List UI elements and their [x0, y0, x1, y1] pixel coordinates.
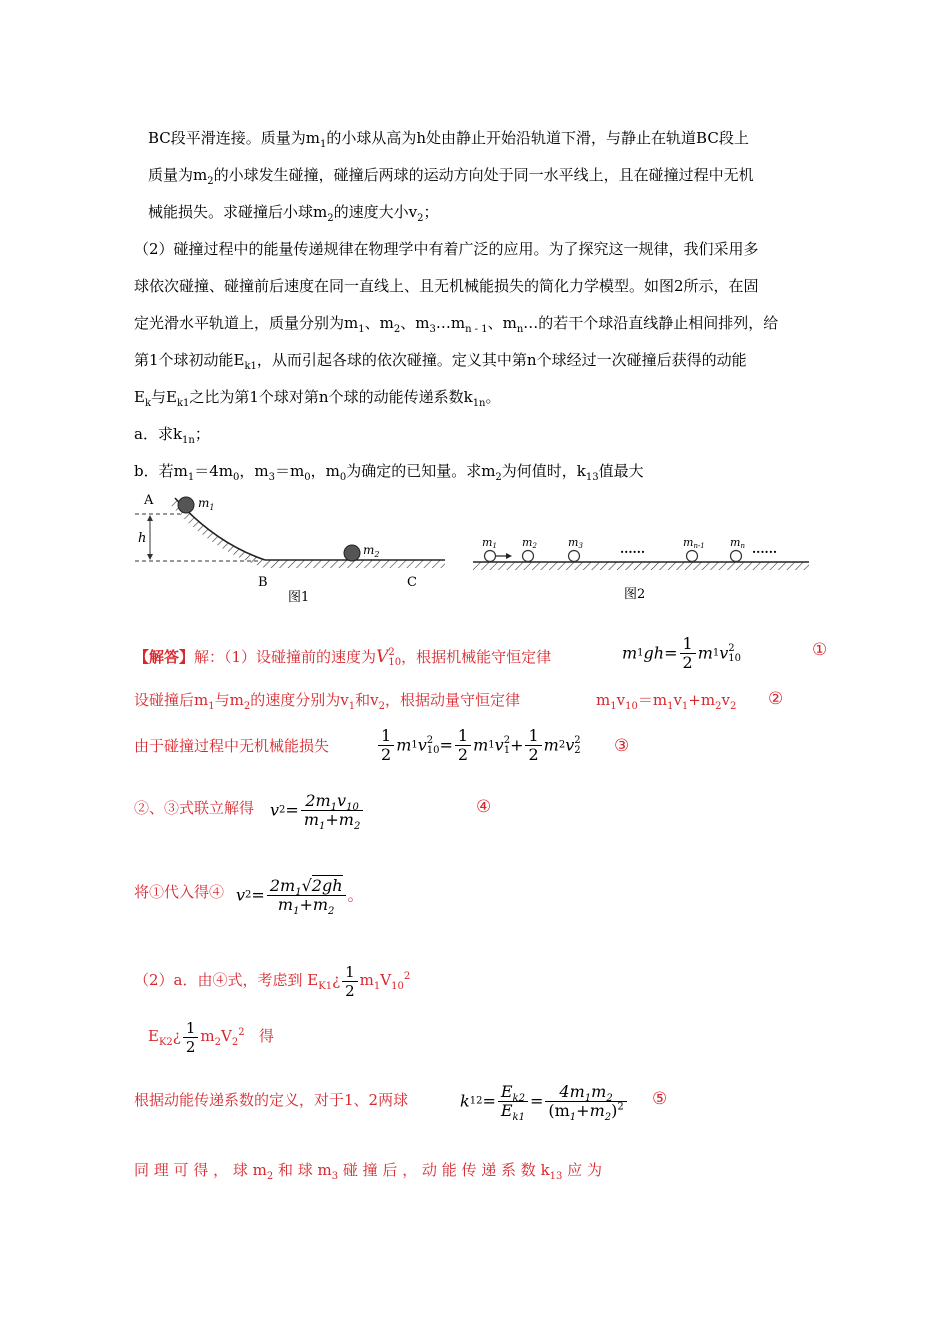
- formula-energy-collision: $\frac{1}{2}$ m1v 2 10 = $\frac{1}{2}$ m1v 2 1 + $\frac{1}{2}$ m2v 2 2: [376, 722, 581, 768]
- ball-n-1: [687, 551, 698, 562]
- problem-line-5: [134, 276, 759, 296]
- figure-2: [468, 532, 813, 608]
- subscript: 1: [320, 139, 327, 150]
- label-ball-1: m1: [482, 536, 497, 550]
- text-segment: ，m: [239, 462, 269, 480]
- subscript: 2: [207, 176, 214, 187]
- label-h: h: [138, 531, 147, 546]
- text-segment: BC段平滑连接。质量为m: [148, 129, 321, 147]
- label-ball-n: mn: [730, 536, 745, 550]
- dots-1: ......: [620, 542, 646, 556]
- formula-energy-conservation: m1gh= $\frac{1}{2}$ m1v 2 10: [622, 634, 742, 672]
- fraction-half: $\frac{1}{2}$: [680, 635, 696, 672]
- subscript: 2: [327, 213, 334, 224]
- text-segment: …的若干个球沿直线静止相间排列，给: [523, 314, 779, 332]
- solution-line-8: 根据动能传递系数的定义，对于1、2两球: [134, 1091, 409, 1109]
- subscript: k1: [176, 398, 190, 409]
- text-segment: E: [134, 388, 145, 406]
- subscript: 1: [187, 472, 195, 483]
- ball-2: [523, 551, 534, 562]
- text-segment: 值最大: [598, 462, 644, 480]
- formula-V10: V 2 10: [376, 646, 402, 668]
- solution-line-1: [134, 640, 551, 674]
- problem-line-7: [134, 350, 747, 370]
- formula-v2: v2= $\frac{2m_1v_{10}}{m_1+m_2}$: [270, 786, 365, 834]
- solution-line-7: $E_{K2}¿$ $\frac{1}{2}$ $m_2V_2^2$ 得: [148, 1018, 274, 1056]
- label-A: A: [144, 493, 154, 508]
- solution-line-5: 将①代入得④: [134, 883, 225, 901]
- velocity-arrow-head: [506, 553, 512, 559]
- subscript: 3: [268, 472, 275, 483]
- text-segment: 、m: [487, 314, 517, 332]
- text-segment: ＝4m: [194, 462, 233, 480]
- label-C: C: [407, 575, 417, 590]
- text-segment: 、m: [364, 314, 394, 332]
- subscript: 13: [585, 472, 599, 483]
- text-segment: ；: [194, 425, 210, 443]
- subscript: k: [144, 398, 152, 409]
- text-segment: 械能损失。求碰撞后小球m: [148, 203, 328, 221]
- solution-line-9: 同 理 可 得 ， 球 $m_2$ 和 球 $m_3$ 碰 撞 后 ， 动 能 传 递 系 数 $k_{13}$ 应 为: [134, 1161, 602, 1182]
- eq-number-2: ②: [768, 689, 784, 709]
- problem-line-3: [148, 202, 438, 222]
- subscript: k1: [244, 361, 257, 372]
- text-segment: ＝m: [274, 462, 305, 480]
- subscript: 1: [358, 324, 365, 335]
- text-segment: 的小球从高为h处由静止开始沿轨道下滑，与静止在轨道BC段上: [326, 129, 749, 147]
- track2-hatch: [473, 562, 809, 570]
- text-segment: 的小球发生碰撞，碰撞后两球的运动方向处于同一水平线上，且在碰撞过程中无机: [213, 166, 754, 184]
- subscript: 0: [232, 472, 240, 483]
- ball-m1: [178, 497, 194, 513]
- text-segment: ，根据机械能守恒定律: [401, 648, 552, 666]
- label-ball-2: m2: [522, 536, 537, 550]
- subscript: 0: [339, 472, 347, 483]
- label-ball-3: m3: [568, 536, 583, 550]
- subscript: 2: [495, 472, 502, 483]
- subscript: 2: [393, 324, 401, 335]
- text-segment: 定光滑水平轨道上，质量分别为m: [134, 314, 359, 332]
- text-segment: 为确定的已知量。求m: [346, 462, 496, 480]
- text-segment: 、m: [400, 314, 430, 332]
- formula-k12: k12= $\frac{E_{k2}}{E_{k1}}$ = $\frac{4m_1m_2}{(m_1+m_2)^2}$: [460, 1076, 629, 1126]
- text-segment: 质量为m: [148, 166, 208, 184]
- eq-number-1: ①: [812, 640, 828, 660]
- answer-tag: 【解答】: [134, 648, 195, 666]
- arrow-head-up: [147, 515, 153, 521]
- solution-line-2: 设碰撞后$m_1$与$m_2$的速度分别为$v_1$和$v_2$，根据动量守恒定律: [134, 691, 520, 712]
- text-segment: 的速度大小v: [333, 203, 418, 221]
- ball-3: [569, 551, 580, 562]
- subscript: 1n: [472, 398, 486, 409]
- question-b: [134, 461, 644, 481]
- text-segment: …m: [435, 314, 466, 332]
- label-ball-n-1: mn-1: [683, 536, 705, 550]
- text-segment: 之比为第1个球对第n个球的动能传递系数k: [189, 388, 473, 406]
- caption-fig2: 图2: [624, 587, 646, 602]
- problem-line-6: [134, 313, 778, 333]
- solution-line-3: 由于碰撞过程中无机械能损失: [134, 737, 330, 755]
- text-segment: ，从而引起各球的依次碰撞。定义其中第n个球经过一次碰撞后获得的动能: [256, 351, 747, 369]
- label-B: B: [258, 575, 268, 590]
- flat-track-hatch: [265, 560, 445, 568]
- arrow-head-down: [147, 554, 153, 560]
- text-segment: 。: [485, 388, 501, 406]
- text-segment: ，m: [310, 462, 340, 480]
- figure-1: [130, 488, 450, 608]
- text-segment: a．求k: [134, 425, 183, 443]
- label-m1: $m_1$: [198, 496, 215, 512]
- subscript: n: [516, 324, 524, 335]
- subscript: 2: [417, 213, 424, 224]
- text-segment: 球依次碰撞、碰撞前后速度在同一直线上、且无机械能损失的简化力学模型。如图2所示，在固: [134, 277, 759, 295]
- question-a: [134, 424, 210, 444]
- text-segment: b．若m: [134, 462, 188, 480]
- formula-momentum: $m_1v_{10}=m_1v_1+m_2v_2$: [596, 691, 737, 712]
- problem-line-8: [134, 387, 501, 407]
- problem-line-2: [148, 165, 754, 185]
- caption-fig1: 图1: [288, 590, 310, 605]
- text-segment: ；: [423, 203, 439, 221]
- eq-number-4: ④: [476, 797, 492, 817]
- formula-v2-final: v2= $\frac{2m_1√2gh}{m_1+m_2}$ 。: [236, 876, 364, 918]
- subscript: n - 1: [465, 324, 488, 335]
- text-segment: 第1个球初动能E: [134, 351, 245, 369]
- ball-m2: [344, 545, 360, 561]
- subscript: 3: [429, 324, 436, 335]
- text-segment: 与E: [151, 388, 177, 406]
- text-segment: 解：（1）设碰撞前的速度为: [194, 648, 377, 666]
- subscript: 0: [304, 472, 311, 483]
- eq-number-5: ⑤: [652, 1089, 668, 1109]
- subscript: 1n: [182, 435, 195, 446]
- ball-1: [485, 551, 496, 562]
- text-segment: （2）碰撞过程中的能量传递规律在物理学中有着广泛的应用。为了探究这一规律，我们采用多: [134, 240, 759, 258]
- eq-number-3: ③: [614, 736, 630, 756]
- dots-2: ......: [752, 542, 778, 556]
- solution-line-4: ②、③式联立解得: [134, 799, 255, 817]
- problem-line-1: [148, 128, 749, 148]
- solution-line-6: （2）a．由④式，考虑到 $E_{K1}¿$ $\frac{1}{2}$ $m_1V_{10}^2$: [134, 962, 411, 1000]
- text-segment: 为何值时，k: [501, 462, 586, 480]
- ball-n: [731, 551, 742, 562]
- label-m2: $m_2$: [363, 543, 380, 559]
- problem-line-4: [134, 239, 759, 259]
